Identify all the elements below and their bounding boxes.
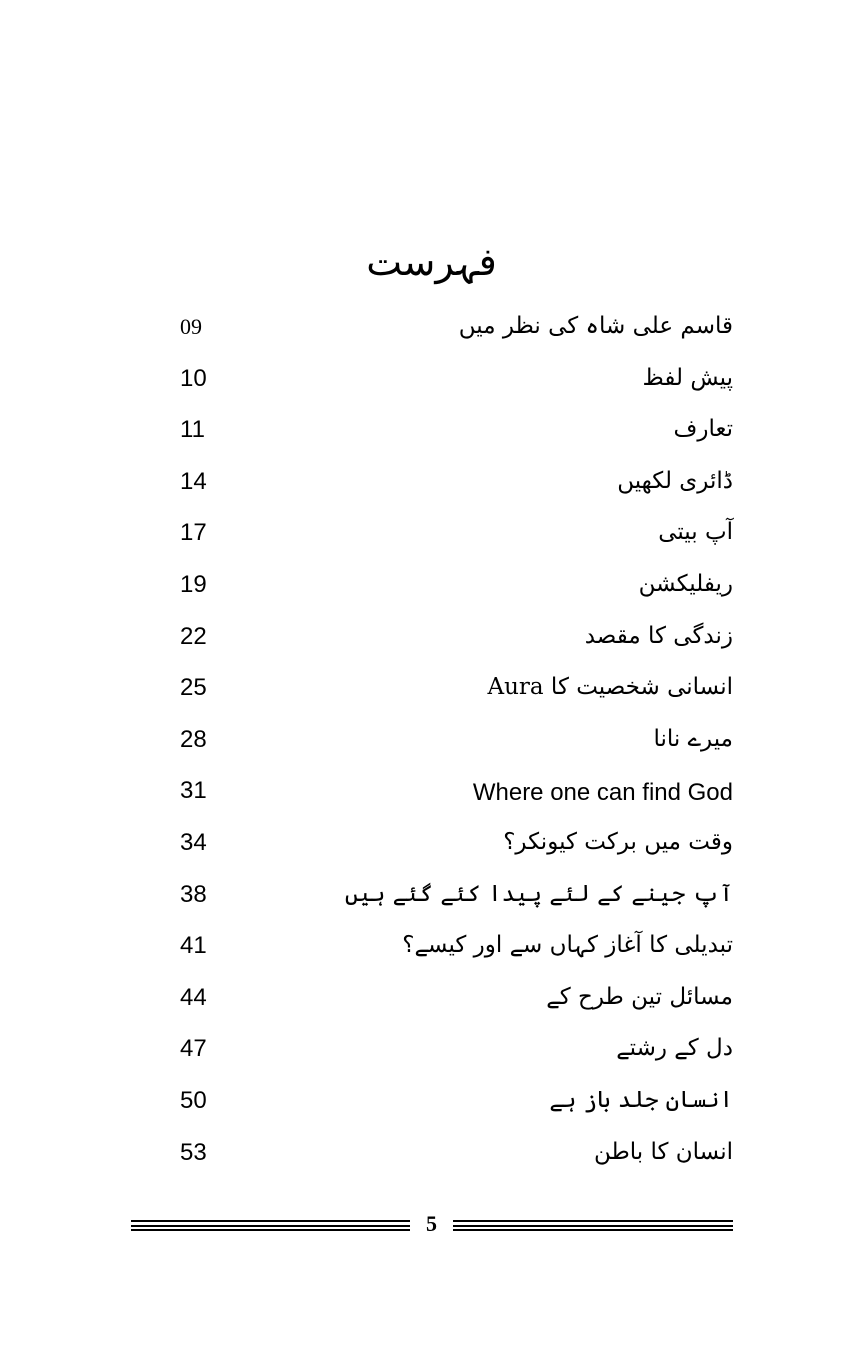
toc-entry (170, 1076, 733, 1128)
page-footer (131, 1213, 733, 1237)
toc-entry-page: 31 (180, 777, 207, 805)
toc-entry-page: 22 (180, 622, 207, 650)
toc-entry-page: 14 (180, 467, 207, 495)
toc-entry-page: 53 (180, 1138, 207, 1166)
toc-entry-title: انسان جلد باز ہے (549, 1086, 733, 1113)
toc-entry (170, 612, 733, 664)
toc-entry (170, 1128, 733, 1180)
toc-entry (170, 302, 733, 354)
table-of-contents (170, 302, 733, 1179)
toc-entry-title: Where one can find God (472, 779, 733, 807)
toc-entry (170, 354, 733, 406)
toc-entry-page: 47 (180, 1035, 207, 1063)
footer-rule-left (131, 1220, 410, 1231)
toc-entry-title: انسان کا باطن (593, 1138, 733, 1165)
toc-entry-page: 50 (180, 1086, 207, 1114)
toc-entry (170, 663, 733, 715)
toc-entry (170, 766, 733, 818)
toc-entry-title: ریفلیکشن (638, 570, 733, 597)
toc-entry (170, 405, 733, 457)
toc-entry-title: دل کے رشتے (616, 1035, 733, 1062)
toc-entry-title: مسائل تین طرح کے (546, 983, 733, 1010)
toc-entry-title: آپ بیتی (658, 519, 733, 546)
toc-entry-page: 41 (180, 932, 207, 960)
toc-entry-title: تعارف (673, 416, 733, 443)
toc-entry (170, 870, 733, 922)
toc-entry-page: 17 (180, 519, 207, 547)
toc-entry-page: 34 (180, 828, 207, 856)
page-title: فہرست (366, 240, 497, 284)
toc-entry-title: ڈائری لکھیں (617, 467, 733, 494)
toc-entry-page: 09 (180, 314, 202, 339)
toc-entry-title: میرے نانا (653, 725, 733, 752)
toc-entry-page: 10 (180, 364, 207, 392)
toc-entry (170, 1024, 733, 1076)
toc-entry-page: 44 (180, 983, 207, 1011)
toc-entry-page: 19 (180, 570, 207, 598)
toc-entry-title: انسانی شخصیت کا Aura (487, 674, 733, 701)
toc-entry-title: پیش لفظ (642, 364, 733, 391)
toc-entry (170, 921, 733, 973)
footer-rule-right (453, 1220, 733, 1231)
toc-entry-title: قاسم علی شاہ کی نظر میں (458, 313, 733, 339)
toc-entry (170, 508, 733, 560)
toc-entry-page: 11 (180, 416, 205, 444)
toc-entry (170, 818, 733, 870)
toc-entry-page: 25 (180, 674, 207, 702)
toc-entry (170, 715, 733, 767)
toc-entry-page: 38 (180, 880, 207, 908)
toc-entry-page: 28 (180, 725, 207, 753)
toc-entry (170, 973, 733, 1025)
toc-entry-title: زندگی کا مقصد (584, 622, 733, 649)
page-number: 5 (426, 1211, 437, 1236)
toc-entry (170, 457, 733, 509)
toc-entry (170, 560, 733, 612)
toc-entry-title: آپ جینے کے لئے پیدا کئے گئے ہیں (344, 880, 733, 907)
toc-entry-title: تبدیلی کا آغاز کہاں سے اور کیسے؟ (402, 932, 733, 959)
toc-entry-title: وقت میں برکت کیونکر؟ (503, 828, 733, 855)
